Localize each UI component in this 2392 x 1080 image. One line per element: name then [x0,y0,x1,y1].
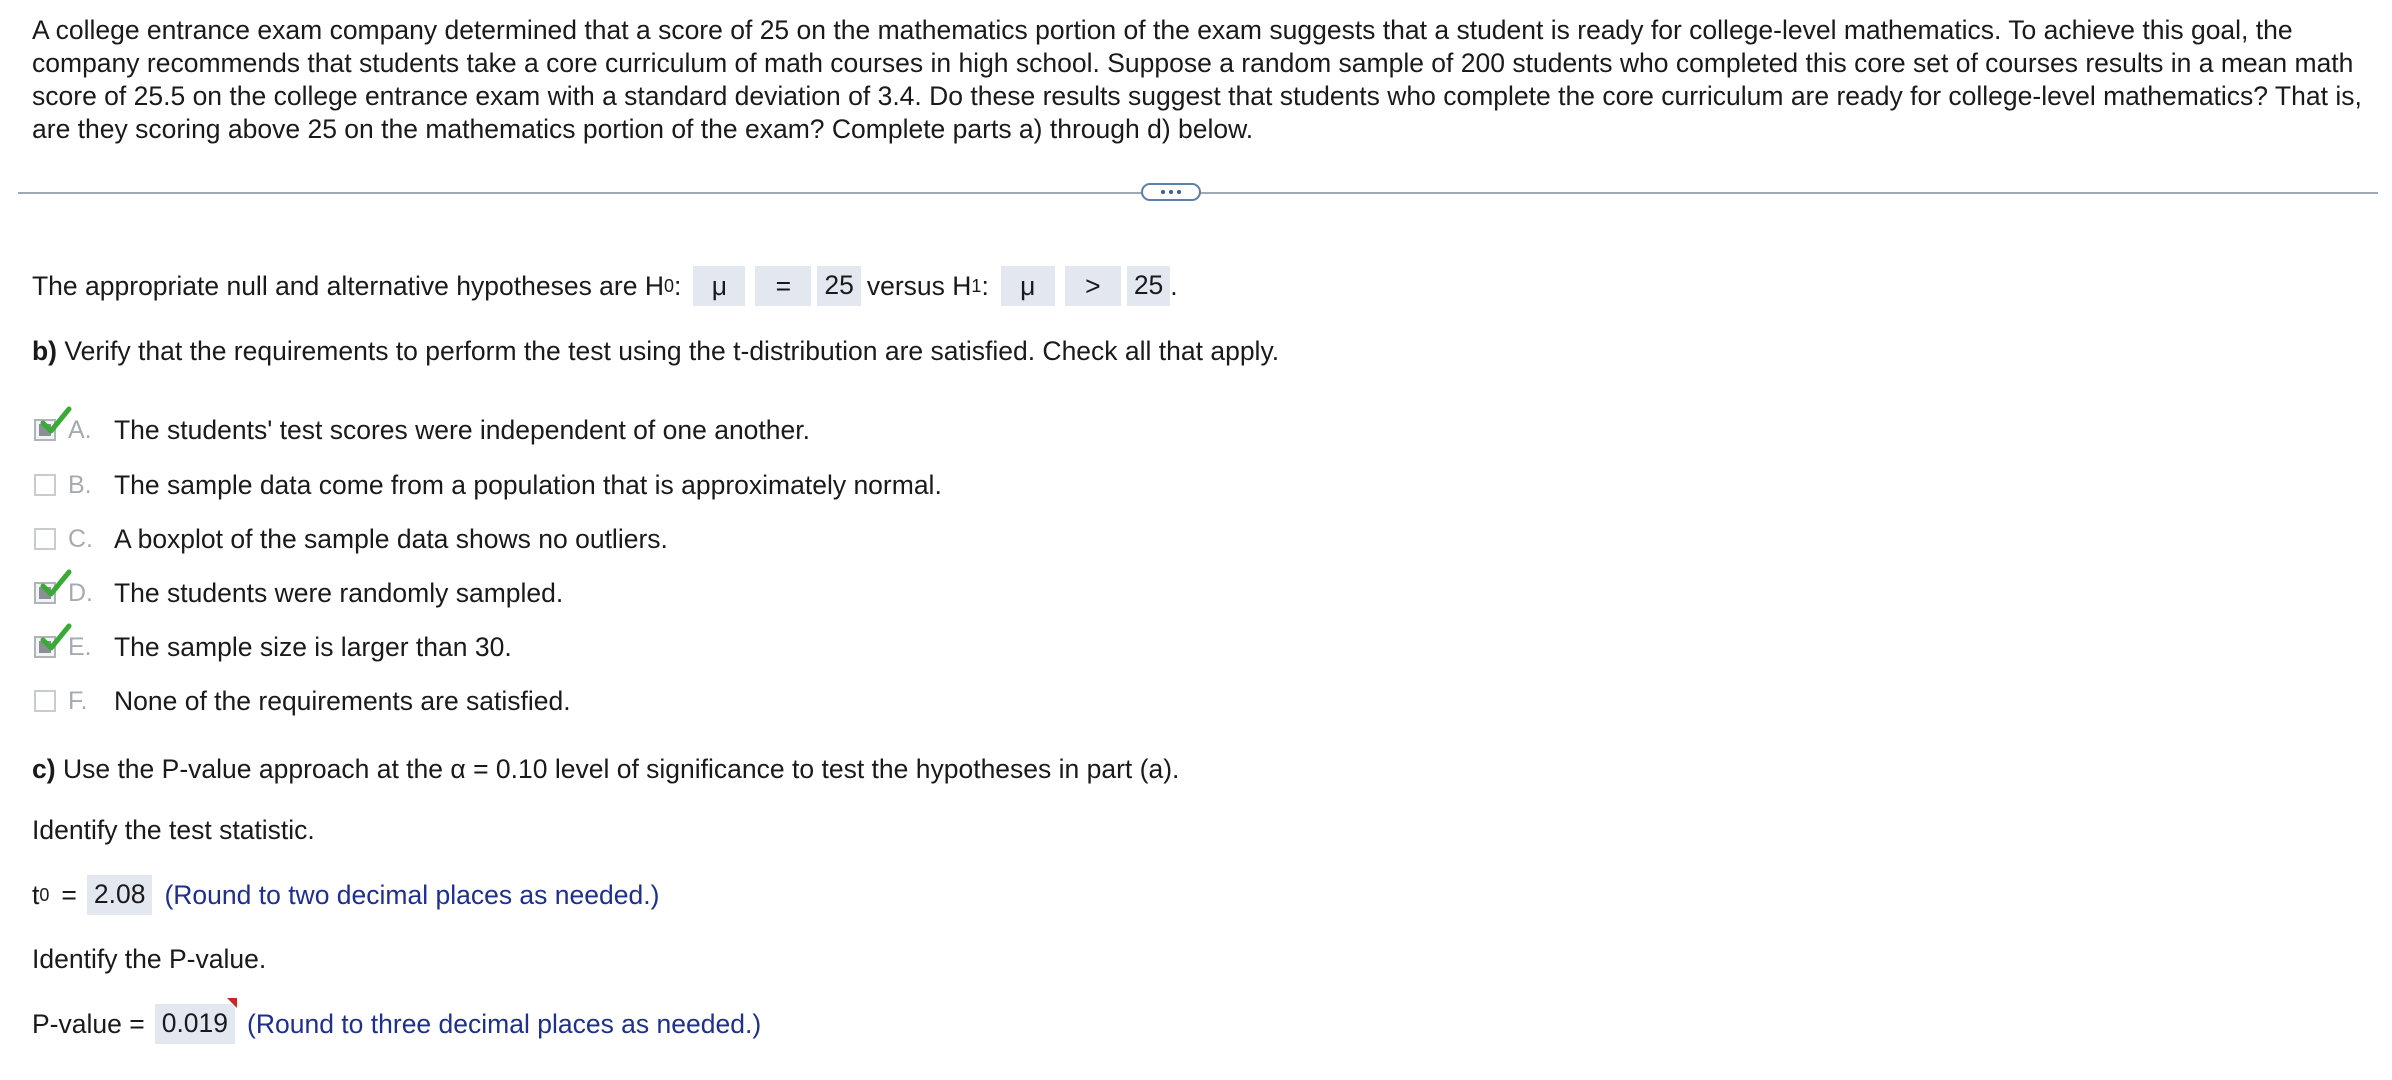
green-check-icon [40,568,72,600]
pvalue-answer[interactable] [155,1004,235,1044]
part-b-prompt [32,336,1279,367]
pvalue-hint: (Round to three decimal places as needed.) [247,1008,762,1039]
green-check-icon [40,405,72,437]
part-b-text: Verify that the requirements to perform the test using the t-distribution are satisfied. Check all that apply. [64,336,1280,366]
choice-letter: D. [68,578,93,607]
t0-hint: (Round to two decimal places as needed.) [164,879,660,910]
h0-parameter-answer[interactable]: μ [693,266,745,306]
versus-label: versus H [866,270,972,301]
choice-d[interactable] [34,576,563,610]
choice-text: A boxplot of the sample data shows no outliers. [114,523,668,554]
choice-e[interactable] [34,630,512,664]
green-check-icon [40,622,72,654]
h0-colon: : [674,270,682,301]
checkbox-e[interactable] [34,636,56,658]
pvalue-row [32,1004,761,1044]
hypotheses-row: The appropriate null and alternative hypotheses are H 0 : μ = 25 versus H 1 : μ > 25 . [32,266,1178,306]
choice-letter: E. [68,632,92,661]
h1-value-answer[interactable]: 25 [1127,266,1170,306]
choice-text: The sample data come from a population that is approximately normal. [114,469,942,500]
choice-letter: B. [68,470,92,499]
hypotheses-prefix: The appropriate null and alternative hypotheses are H [32,270,664,301]
choice-letter: C. [68,524,93,553]
h1-colon: : [981,270,989,301]
part-b-label: b) [32,336,58,366]
t0-answer[interactable]: 2.08 [87,875,153,915]
choice-text: The sample size is larger than 30. [114,631,512,662]
h0-operator-answer[interactable]: = [755,266,811,306]
choice-letter: A. [68,415,92,444]
pvalue-answer-text: 0.019 [161,1008,229,1038]
choice-f[interactable] [34,684,571,718]
hypotheses-end: . [1170,270,1178,301]
h0-value-answer[interactable]: 25 [817,266,860,306]
checkbox-c[interactable] [34,528,56,550]
part-c-prompt [32,754,1179,785]
expand-collapse-button[interactable] [1141,183,1201,201]
part-c-text: Use the P-value approach at the α = 0.10 level of significance to test the hypotheses in part (a). [62,754,1180,784]
choice-text: The students were randomly sampled. [114,577,564,608]
checkbox-d[interactable] [34,582,56,604]
choice-text: None of the requirements are satisfied. [114,685,571,716]
t0-equals: = [61,879,77,910]
error-flag-icon [227,998,237,1008]
checkbox-b[interactable] [34,474,56,496]
pvalue-prompt: Identify the P-value. [32,944,267,974]
problem-statement: A college entrance exam company determined that a score of 25 on the mathematics portion of the exam suggests that a student is ready for college-level mathematics. To achieve this goal, the company recommends that students take a core curriculum of math courses in high school. Suppose a random sample of 200 students who completed this core set of courses results in a mean math score of 25.5 on the college entrance exam with a standard deviation of 3.4. Do these results suggest that students who complete the core curriculum are ready for college-level mathematics? That is, are they scoring above 25 on the mathematics portion of the exam? Complete parts a) through d) below. [32,15,2362,144]
test-stat-prompt: Identify the test statistic. [32,815,315,845]
choice-b[interactable] [34,468,942,502]
more-dots-icon [1161,190,1181,194]
choice-c[interactable] [34,522,668,556]
t0-label: t [32,879,40,910]
choice-a[interactable] [34,413,810,447]
h1-operator-answer[interactable]: > [1065,266,1121,306]
choice-text: The students' test scores were independent of one another. [114,414,810,445]
pvalue-label: P-value = [32,1008,145,1039]
test-stat-row: t 0 = 2.08 (Round to two decimal places as needed.) [32,875,659,915]
checkbox-a[interactable] [34,419,56,441]
part-c-label: c) [32,754,56,784]
checkbox-f[interactable] [34,690,56,712]
h1-parameter-answer[interactable]: μ [1001,266,1055,306]
choice-letter: F. [68,686,88,715]
